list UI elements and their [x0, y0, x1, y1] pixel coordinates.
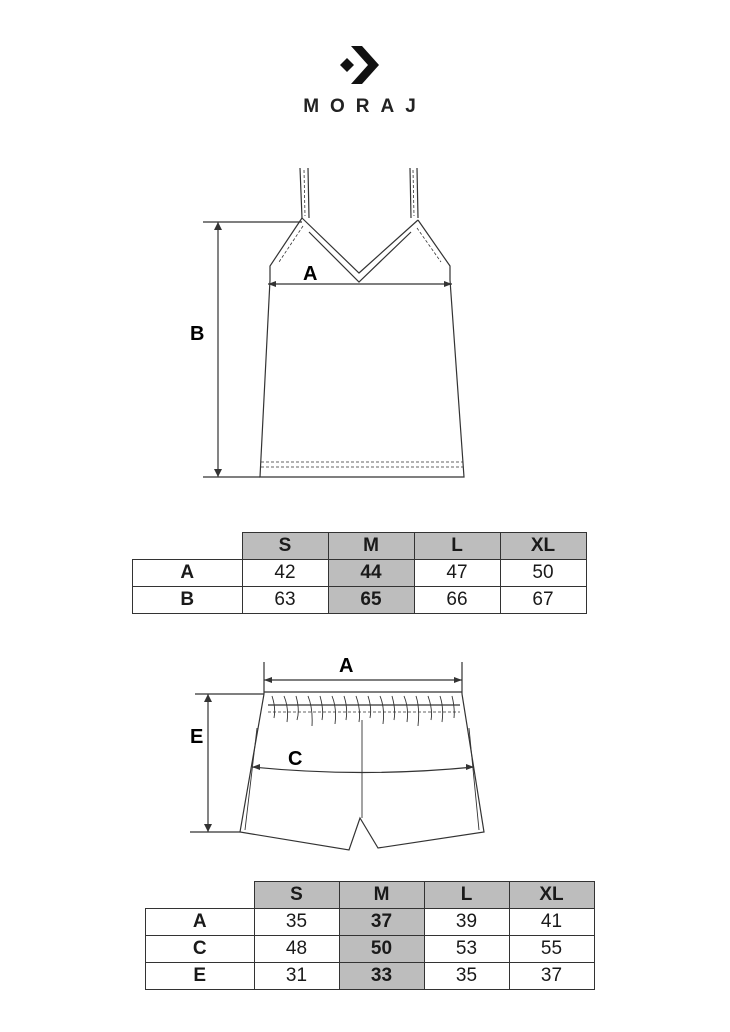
- table-cell: 48: [254, 936, 339, 963]
- row-label: A: [133, 560, 243, 587]
- table-cell: 42: [242, 560, 328, 587]
- size-xl: XL: [500, 533, 586, 560]
- table-row: [146, 963, 595, 990]
- table-cell: 37: [509, 963, 594, 990]
- row-label: E: [146, 963, 255, 990]
- table-row: [133, 587, 587, 614]
- table-cell: 50: [339, 936, 424, 963]
- shorts-table-header: [146, 882, 595, 909]
- brand-name: MORAJ: [303, 96, 427, 117]
- row-label: A: [146, 909, 255, 936]
- table-cell: 31: [254, 963, 339, 990]
- size-s: S: [254, 882, 339, 909]
- size-s: S: [242, 533, 328, 560]
- table-cell: 67: [500, 587, 586, 614]
- table-cell: 50: [500, 560, 586, 587]
- table-row: [146, 909, 595, 936]
- table-cell: 63: [242, 587, 328, 614]
- table-cell: 44: [328, 560, 414, 587]
- top-diagram: [0, 150, 730, 490]
- table-cell: 41: [509, 909, 594, 936]
- shorts-size-table: [145, 881, 595, 990]
- table-row: [133, 560, 587, 587]
- top-table-header: [133, 533, 587, 560]
- table-cell: 55: [509, 936, 594, 963]
- shorts-label-c: C: [288, 748, 303, 770]
- table-cell: 66: [414, 587, 500, 614]
- top-size-table: [132, 532, 587, 614]
- size-m: M: [339, 882, 424, 909]
- size-l: L: [414, 533, 500, 560]
- table-cell: 35: [254, 909, 339, 936]
- top-label-a: A: [303, 263, 318, 285]
- table-cell: 53: [424, 936, 509, 963]
- table-cell: 47: [414, 560, 500, 587]
- size-xl: XL: [509, 882, 594, 909]
- shorts-diagram: [0, 650, 730, 860]
- shorts-label-e: E: [190, 726, 204, 748]
- table-cell: 37: [339, 909, 424, 936]
- row-label: C: [146, 936, 255, 963]
- row-label: B: [133, 587, 243, 614]
- size-m: M: [328, 533, 414, 560]
- table-cell: 33: [339, 963, 424, 990]
- table-cell: 65: [328, 587, 414, 614]
- top-label-b: B: [190, 323, 205, 345]
- table-row: [146, 936, 595, 963]
- moraj-logo-icon: [337, 44, 379, 86]
- size-l: L: [424, 882, 509, 909]
- shorts-label-a: A: [339, 655, 354, 677]
- table-cell: 35: [424, 963, 509, 990]
- table-cell: 39: [424, 909, 509, 936]
